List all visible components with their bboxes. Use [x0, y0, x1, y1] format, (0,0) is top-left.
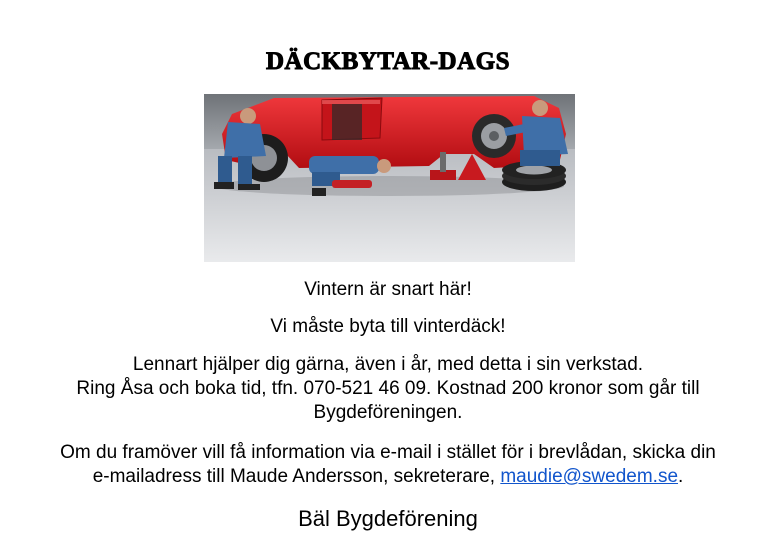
email-link[interactable]: maudie@swedem.se: [500, 466, 679, 487]
page-title: DÄCKBYTAR-DAGS: [265, 48, 511, 75]
winter-tires-text: Vi måste byta till vinterdäck!: [270, 316, 506, 337]
booking-info-line: Lennart hjälper dig gärna, även i år, med detta i sin verkstad.: [132, 354, 644, 375]
booking-info-line: Bygdeföreningen.: [313, 402, 463, 423]
booking-info-paragraph: [20, 353, 756, 425]
email-info-suffix: .: [678, 466, 684, 487]
email-info-paragraph: [20, 441, 756, 489]
email-info-prefix: e-mailadress till Maude Andersson, sekreterare,: [92, 466, 501, 487]
signature: Bäl Bygdeförening: [298, 506, 478, 531]
email-info-line: [20, 465, 756, 489]
email-info-line: Om du framöver vill få information via e-mail i stället för i brevlådan, skicka din: [60, 442, 716, 463]
mechanics-changing-tires-photo: [204, 94, 575, 262]
intro-text: Vintern är snart här!: [304, 279, 472, 300]
booking-info-line: Ring Åsa och boka tid, tfn. 070-521 46 09. Kostnad 200 kronor som går till: [76, 378, 700, 399]
